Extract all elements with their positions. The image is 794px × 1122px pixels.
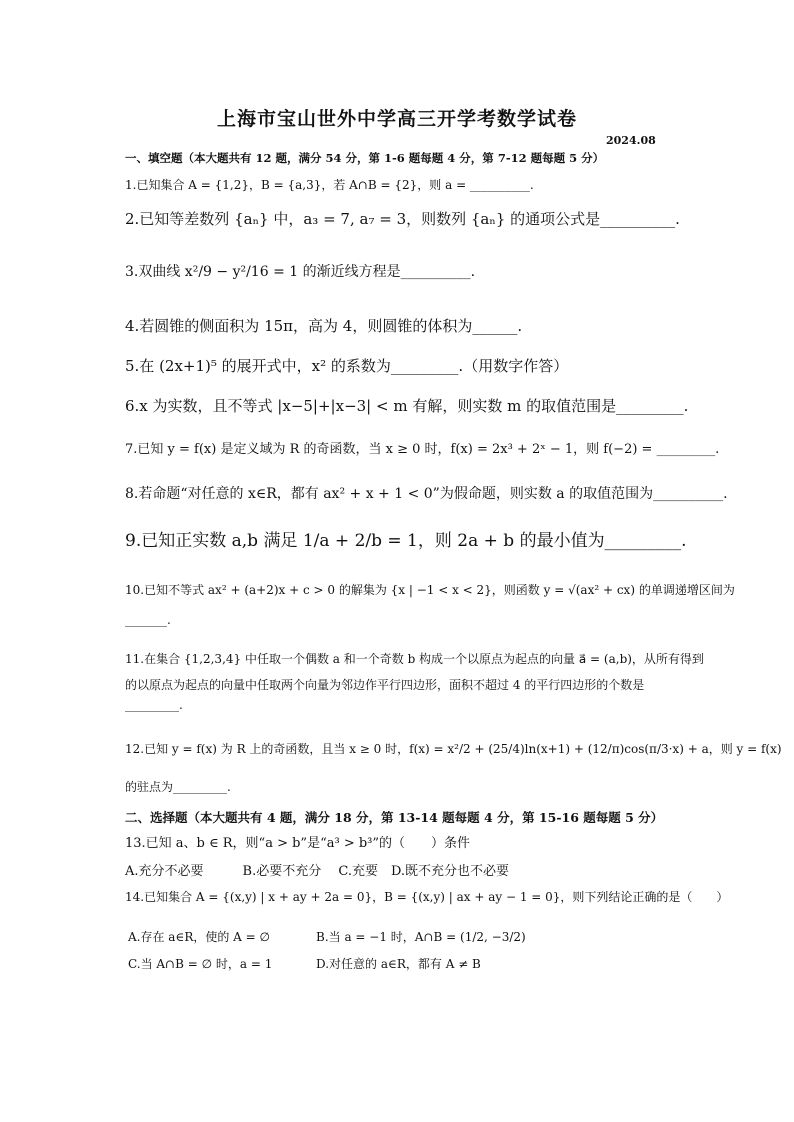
section-fill-in: 一、填空题（本大题共有 12 题，满分 54 分，第 1-6 题每题 4 分，第 7-12 题每题 5 分） [125,151,605,165]
exam-date: 2024.08 [606,134,656,147]
question-7: 7.已知 y = f(x) 是定义域为 R 的奇函数，当 x ≥ 0 时，f(x) = 2x³ + 2ˣ − 1，则 f(−2) = _________. [125,442,720,457]
question-14-option-b: B.当 a = −1 时，A∩B = (1/2, −3/2) [316,930,526,944]
question-14-option-a: A.存在 a∈R，使的 A = ∅ [128,930,270,944]
question-12-cont: 的驻点为_________. [125,780,231,794]
question-10: 10.已知不等式 ax² + (a+2)x + c > 0 的解集为 {x | −1 < x < 2}，则函数 y = √(ax² + cx) 的单调递增区间为 [125,583,735,597]
question-10-blank: _______. [125,613,171,627]
question-4: 4.若圆锥的侧面积为 15π，高为 4，则圆锥的体积为______. [125,317,523,335]
question-3: 3.双曲线 x²/9 − y²/16 = 1 的渐近线方程是__________. [125,264,476,280]
question-11-blank: _________. [125,698,183,712]
question-13: 13.已知 a、b ∈ R，则“a > b”是“a³ > b³”的（ ）条件 [125,836,471,851]
question-14-option-d: D.对任意的 a∈R，都有 A ≠ B [316,957,481,971]
question-1: 1.已知集合 A = {1,2}，B = {a,3}，若 A∩B = {2}，则 a = __________. [125,178,534,192]
question-14-option-c: C.当 A∩B = ∅ 时，a = 1 [128,957,273,971]
question-13-options: A.充分不必要 B.必要不充分 C.充要 D.既不充分也不必要 [125,864,510,879]
question-11: 11.在集合 {1,2,3,4} 中任取一个偶数 a 和一个奇数 b 构成一个以原点为起点的向量 a⃗ = (a,b)，从所有得到 [125,652,704,666]
question-8: 8.若命题“对任意的 x∈R，都有 ax² + x + 1 < 0”为假命题，则实数 a 的取值范围为__________. [125,486,728,502]
question-9: 9.已知正实数 a,b 满足 1/a + 2/b = 1，则 2a + b 的最小值为_________. [125,531,687,551]
question-6: 6.x 为实数，且不等式 |x−5|+|x−3| < m 有解，则实数 m 的取值范围是_________. [125,397,689,415]
question-14: 14.已知集合 A = {(x,y) | x + ay + 2a = 0}，B = {(x,y) | ax + ay − 1 = 0}，则下列结论正确的是（ ） [125,890,729,904]
question-2: 2.已知等差数列 {aₙ} 中，a₃ = 7, a₇ = 3，则数列 {aₙ} 的通项公式是__________. [125,210,680,228]
exam-title: 上海市宝山世外中学高三开学考数学试卷 [216,108,577,130]
question-5: 5.在 (2x+1)⁵ 的展开式中，x² 的系数为_________.（用数字作答） [125,357,569,375]
question-12: 12.已知 y = f(x) 为 R 上的奇函数，且当 x ≥ 0 时，f(x) = x²/2 + (25/4)ln(x+1) + (12/π)cos(π/3·x) + a，则 y = f(x) [125,742,782,756]
section-choice: 二、选择题（本大题共有 4 题，满分 18 分，第 13-14 题每题 4 分，第 15-16 题每题 5 分） [125,810,664,825]
question-11-cont: 的以原点为起点的向量中任取两个向量为邻边作平行四边形，面积不超过 4 的平行四边形的个数是 [125,678,645,692]
